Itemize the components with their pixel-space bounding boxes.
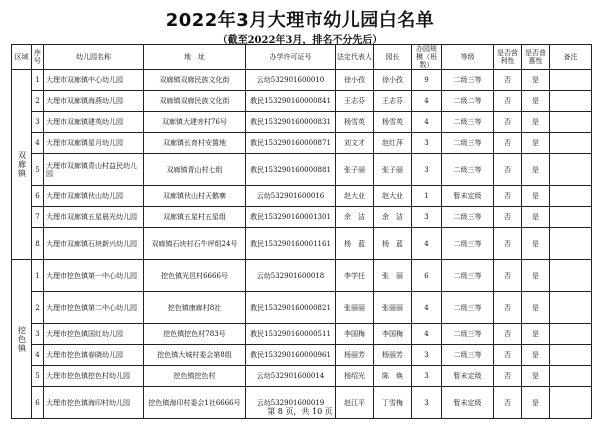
region-cell: 挖色镇 — [12, 260, 32, 419]
addr-cell: 挖色镇康廊村8社 — [144, 292, 246, 324]
license-cell: 教民153290160000841 — [246, 91, 336, 112]
note-cell — [550, 112, 592, 133]
classes-cell: 6 — [412, 260, 442, 292]
puhui-cell: 是 — [522, 228, 550, 260]
license-cell: 教民153290160000831 — [246, 112, 336, 133]
puhui-cell: 是 — [522, 186, 550, 207]
page-subtitle: （截至2022年3月，排名不分先后） — [217, 35, 383, 46]
puhui-cell: 是 — [522, 133, 550, 154]
table-row — [12, 366, 592, 387]
head-cell: 赵红萍 — [374, 133, 412, 154]
no-cell: 2 — [32, 292, 44, 324]
profit-cell: 否 — [494, 345, 522, 366]
license-cell: 教民153290160000961 — [246, 345, 336, 366]
grade-cell: 二级三等 — [442, 324, 494, 345]
no-cell: 5 — [32, 154, 44, 186]
head-cell: 张 丽 — [374, 260, 412, 292]
table-row — [12, 345, 592, 366]
classes-cell: 1 — [412, 186, 442, 207]
header-cell: 园长 — [374, 45, 412, 70]
header-cell: 是否普惠性 — [522, 45, 550, 70]
no-cell: 2 — [32, 91, 44, 112]
addr-cell: 挖色镇挖色村 — [144, 366, 246, 387]
head-cell: 丁雪梅 — [374, 387, 412, 419]
grade-cell: 暂未定级 — [442, 387, 494, 419]
profit-cell: 否 — [494, 366, 522, 387]
name-cell: 大理市双廊镇星月幼儿园 — [44, 133, 144, 154]
header-cell: 序号 — [32, 45, 44, 70]
classes-cell: 3 — [412, 366, 442, 387]
name-cell: 大理市挖色镇挖色村幼儿园 — [44, 366, 144, 387]
head-cell: 杨丽芳 — [374, 345, 412, 366]
head-cell: 李国梅 — [374, 324, 412, 345]
license-cell: 教民153290160000821 — [246, 292, 336, 324]
no-cell: 3 — [32, 112, 44, 133]
addr-cell: 双廊镇长育村安置地 — [144, 133, 246, 154]
table-body — [12, 70, 592, 419]
name-cell: 大理市双廊镇建英幼儿园 — [44, 112, 144, 133]
head-cell: 王志芬 — [374, 91, 412, 112]
header-cell: 区域 — [12, 45, 32, 70]
classes-cell: 4 — [412, 292, 442, 324]
note-cell — [550, 91, 592, 112]
profit-cell: 否 — [494, 112, 522, 133]
addr-cell: 挖色镇挖色村783号 — [144, 324, 246, 345]
classes-cell: 9 — [412, 70, 442, 91]
note-cell — [550, 70, 592, 91]
puhui-cell: 是 — [522, 345, 550, 366]
profit-cell: 否 — [494, 154, 522, 186]
head-cell: 张丽丽 — [374, 292, 412, 324]
note-cell — [550, 260, 592, 292]
rep-cell: 赵江平 — [336, 387, 374, 419]
page-title: 2022年3月大理市幼儿园白名单 — [165, 10, 435, 31]
no-cell: 5 — [32, 366, 44, 387]
profit-cell: 否 — [494, 91, 522, 112]
profit-cell: 否 — [494, 133, 522, 154]
name-cell: 大理市双廊镇石块新兴幼儿园 — [44, 228, 144, 260]
license-cell: 教民153290160001161 — [246, 228, 336, 260]
rep-cell: 王志芬 — [336, 91, 374, 112]
profit-cell: 否 — [494, 260, 522, 292]
classes-cell: 3 — [412, 133, 442, 154]
classes-cell: 4 — [412, 228, 442, 260]
grade-cell: 二级三等 — [442, 292, 494, 324]
addr-cell: 挖色镇光邑村6666号 — [144, 260, 246, 292]
classes-cell: 3 — [412, 154, 442, 186]
addr-cell: 双廊镇双廊民族文化街 — [144, 91, 246, 112]
addr-cell: 双廊镇青山村七组 — [144, 154, 246, 186]
no-cell: 8 — [32, 228, 44, 260]
rep-cell: 杨丽芳 — [336, 345, 374, 366]
head-cell: 杨 蓝 — [374, 228, 412, 260]
puhui-cell: 是 — [522, 91, 550, 112]
table-row — [12, 324, 592, 345]
classes-cell: 4 — [412, 91, 442, 112]
no-cell: 3 — [32, 324, 44, 345]
name-cell: 大理市双廊镇五星晨光幼儿园 — [44, 207, 144, 228]
name-cell: 大理市挖色镇春晓幼儿园 — [44, 345, 144, 366]
no-cell: 1 — [32, 70, 44, 91]
puhui-cell: 是 — [522, 112, 550, 133]
license-cell: 云幼532901600018 — [246, 260, 336, 292]
no-cell: 1 — [32, 260, 44, 292]
table-row — [12, 186, 592, 207]
table-row — [12, 228, 592, 260]
name-cell: 大理市挖色镇国红幼儿园 — [44, 324, 144, 345]
profit-cell: 否 — [494, 387, 522, 419]
table-row — [12, 154, 592, 186]
grade-cell: 二级三等 — [442, 133, 494, 154]
name-cell: 大理市挖色镇海印村幼儿园 — [44, 387, 144, 419]
rep-cell: 杨雪英 — [336, 112, 374, 133]
header-cell: 办园规模（班数） — [412, 45, 442, 70]
header-cell: 等级 — [442, 45, 494, 70]
addr-cell: 挖色镇海印村委会1社6666号 — [144, 387, 246, 419]
name-cell: 大理市双廊镇伙山幼儿园 — [44, 186, 144, 207]
head-cell: 张子丽 — [374, 154, 412, 186]
rep-cell: 徐小孜 — [336, 70, 374, 91]
addr-cell: 双廊镇五星村五星组 — [144, 207, 246, 228]
note-cell — [550, 228, 592, 260]
note-cell — [550, 207, 592, 228]
rep-cell: 李国梅 — [336, 324, 374, 345]
table-row — [12, 292, 592, 324]
license-cell: 云幼532901600014 — [246, 366, 336, 387]
page-footer: 第 8 页，共 10 页 — [267, 407, 333, 416]
table-row — [12, 112, 592, 133]
license-cell: 云幼532901600019 — [246, 387, 336, 419]
note-cell — [550, 366, 592, 387]
region-cell: 双廊镇 — [12, 70, 32, 260]
license-cell: 云幼532901600016 — [246, 186, 336, 207]
addr-cell: 挖色镇大城村委会第8组 — [144, 345, 246, 366]
profit-cell: 否 — [494, 186, 522, 207]
note-cell — [550, 186, 592, 207]
puhui-cell: 是 — [522, 387, 550, 419]
rep-cell: 杨绍光 — [336, 366, 374, 387]
addr-cell: 双廊镇大建旁村76号 — [144, 112, 246, 133]
head-cell: 陈 焕 — [374, 366, 412, 387]
classes-cell: 4 — [412, 112, 442, 133]
no-cell: 6 — [32, 186, 44, 207]
rep-cell: 李学任 — [336, 260, 374, 292]
no-cell: 6 — [32, 387, 44, 419]
license-cell: 教民153290160000881 — [246, 154, 336, 186]
header-cell: 幼儿园名称 — [44, 45, 144, 70]
rep-cell: 余 洁 — [336, 207, 374, 228]
addr-cell: 双廊镇伙山村天鹅寨 — [144, 186, 246, 207]
grade-cell: 二级三等 — [442, 70, 494, 91]
grade-cell: 二级三等 — [442, 207, 494, 228]
no-cell: 7 — [32, 207, 44, 228]
rep-cell: 赵大业 — [336, 186, 374, 207]
puhui-cell: 是 — [522, 366, 550, 387]
profit-cell: 否 — [494, 324, 522, 345]
table-row — [12, 91, 592, 112]
profit-cell: 否 — [494, 228, 522, 260]
grade-cell: 二级三等 — [442, 345, 494, 366]
header-cell: 是否营利性 — [494, 45, 522, 70]
table-header-row — [12, 45, 592, 70]
puhui-cell: 是 — [522, 154, 550, 186]
addr-cell: 双廊镇石块村石牛坪组24号 — [144, 228, 246, 260]
name-cell: 大理市双廊镇海燕幼儿园 — [44, 91, 144, 112]
addr-cell: 双廊镇双廊民族文化街 — [144, 70, 246, 91]
grade-cell: 二级二等 — [442, 91, 494, 112]
puhui-cell: 是 — [522, 324, 550, 345]
rep-cell: 张丽丽 — [336, 292, 374, 324]
puhui-cell: 是 — [522, 70, 550, 91]
head-cell: 杨雪英 — [374, 112, 412, 133]
profit-cell: 否 — [494, 207, 522, 228]
note-cell — [550, 292, 592, 324]
name-cell: 大理市双廊镇青山村益民幼儿园 — [44, 154, 144, 186]
license-cell: 教民153290160001301 — [246, 207, 336, 228]
rep-cell: 张子丽 — [336, 154, 374, 186]
name-cell: 大理市挖色镇第二中心幼儿园 — [44, 292, 144, 324]
classes-cell: 3 — [412, 207, 442, 228]
note-cell — [550, 133, 592, 154]
license-cell: 教民153290160000511 — [246, 324, 336, 345]
grade-cell: 暂未定级 — [442, 366, 494, 387]
head-cell: 赵大业 — [374, 186, 412, 207]
grade-cell: 二级三等 — [442, 112, 494, 133]
header-cell: 法定代表人 — [336, 45, 374, 70]
head-cell: 徐小孜 — [374, 70, 412, 91]
profit-cell: 否 — [494, 70, 522, 91]
profit-cell: 否 — [494, 292, 522, 324]
no-cell: 4 — [32, 133, 44, 154]
note-cell — [550, 324, 592, 345]
puhui-cell: 是 — [522, 292, 550, 324]
table-row — [12, 133, 592, 154]
grade-cell: 二级三等 — [442, 228, 494, 260]
license-cell: 教民153290160000871 — [246, 133, 336, 154]
no-cell: 4 — [32, 345, 44, 366]
grade-cell: 暂未定级 — [442, 186, 494, 207]
classes-cell: 3 — [412, 387, 442, 419]
license-cell: 云幼532901600010 — [246, 70, 336, 91]
grade-cell: 二级三等 — [442, 154, 494, 186]
puhui-cell: 是 — [522, 260, 550, 292]
header-cell: 地 址 — [144, 45, 246, 70]
header-cell: 备注 — [550, 45, 592, 70]
puhui-cell: 是 — [522, 207, 550, 228]
note-cell — [550, 345, 592, 366]
table-row — [12, 70, 592, 91]
grade-cell: 二级三等 — [442, 260, 494, 292]
kindergarten-table — [11, 44, 592, 419]
table-row — [12, 260, 592, 292]
classes-cell: 3 — [412, 345, 442, 366]
header-cell: 办学许可证号 — [246, 45, 336, 70]
rep-cell: 刘文才 — [336, 133, 374, 154]
classes-cell: 4 — [412, 324, 442, 345]
rep-cell: 杨 蓝 — [336, 228, 374, 260]
table-row — [12, 207, 592, 228]
head-cell: 余 洁 — [374, 207, 412, 228]
name-cell: 大理市挖色镇第一中心幼儿园 — [44, 260, 144, 292]
note-cell — [550, 154, 592, 186]
name-cell: 大理市双廊镇中心幼儿园 — [44, 70, 144, 91]
